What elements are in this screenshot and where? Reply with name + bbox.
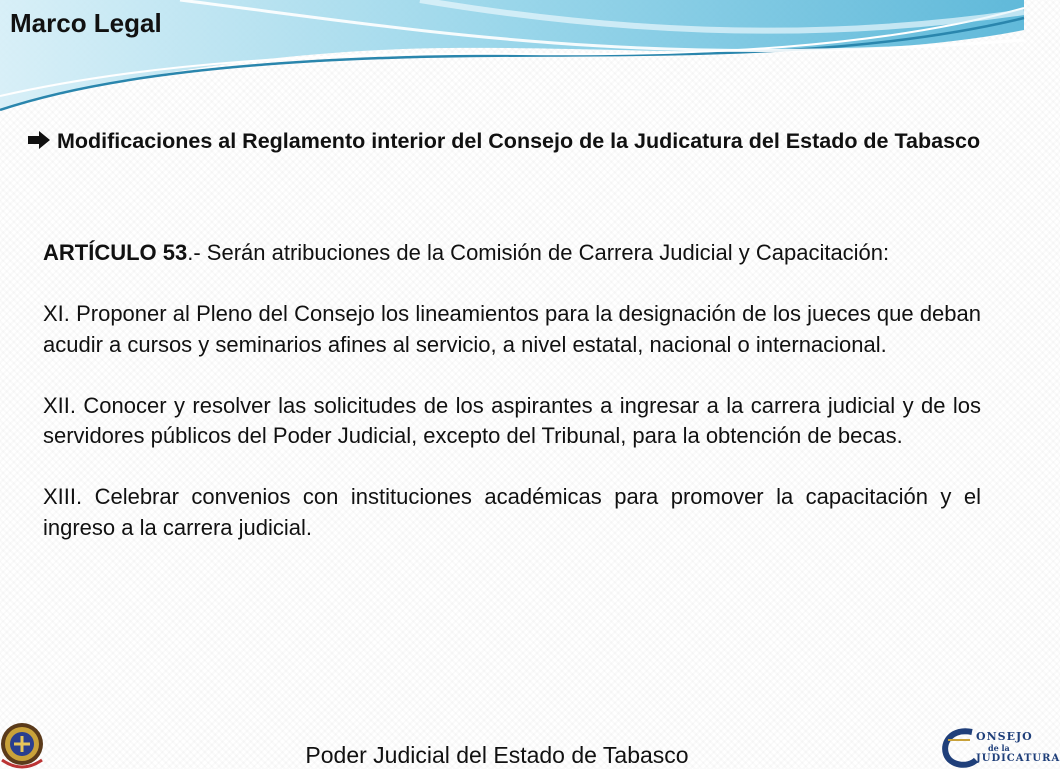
section-heading-text: Modificaciones al Reglamento interior del Consejo de la Judicatura del Estado de Tabasco [57, 129, 981, 153]
article-body [43, 238, 981, 543]
consejo-judicatura-logo-text: ONSEJO de la JUDICATURA [976, 730, 1060, 764]
article-intro [43, 238, 981, 269]
slide-title: Marco Legal [10, 8, 162, 38]
right-arrow-icon [27, 129, 57, 158]
article-item-xiii: XIII. Celebrar convenios con instituciones académicas para promover la capacitación y el ingreso a la carrera judicial. [43, 484, 981, 540]
article-item-xii: XII. Conocer y resolver las solicitudes de los aspirantes a ingresar a la carrera judicial y de los servidores públicos del Poder Judicial, excepto del Tribunal, para la obtención de becas. [43, 392, 981, 448]
section-heading [27, 127, 997, 158]
footer-text: Poder Judicial del Estado de Tabasco [305, 742, 689, 768]
article-item-xi: XI. Proponer al Pleno del Consejo los lineamientos para la designación de los jueces que deban acudir a cursos y seminarios afines al servicio, a nivel estatal, nacional o internacional. [43, 301, 981, 357]
article-label: ARTÍCULO 53 [43, 240, 188, 265]
article-intro-text: .- Serán atribuciones de la Comisión de Carrera Judicial y Capacitación: [187, 240, 890, 265]
